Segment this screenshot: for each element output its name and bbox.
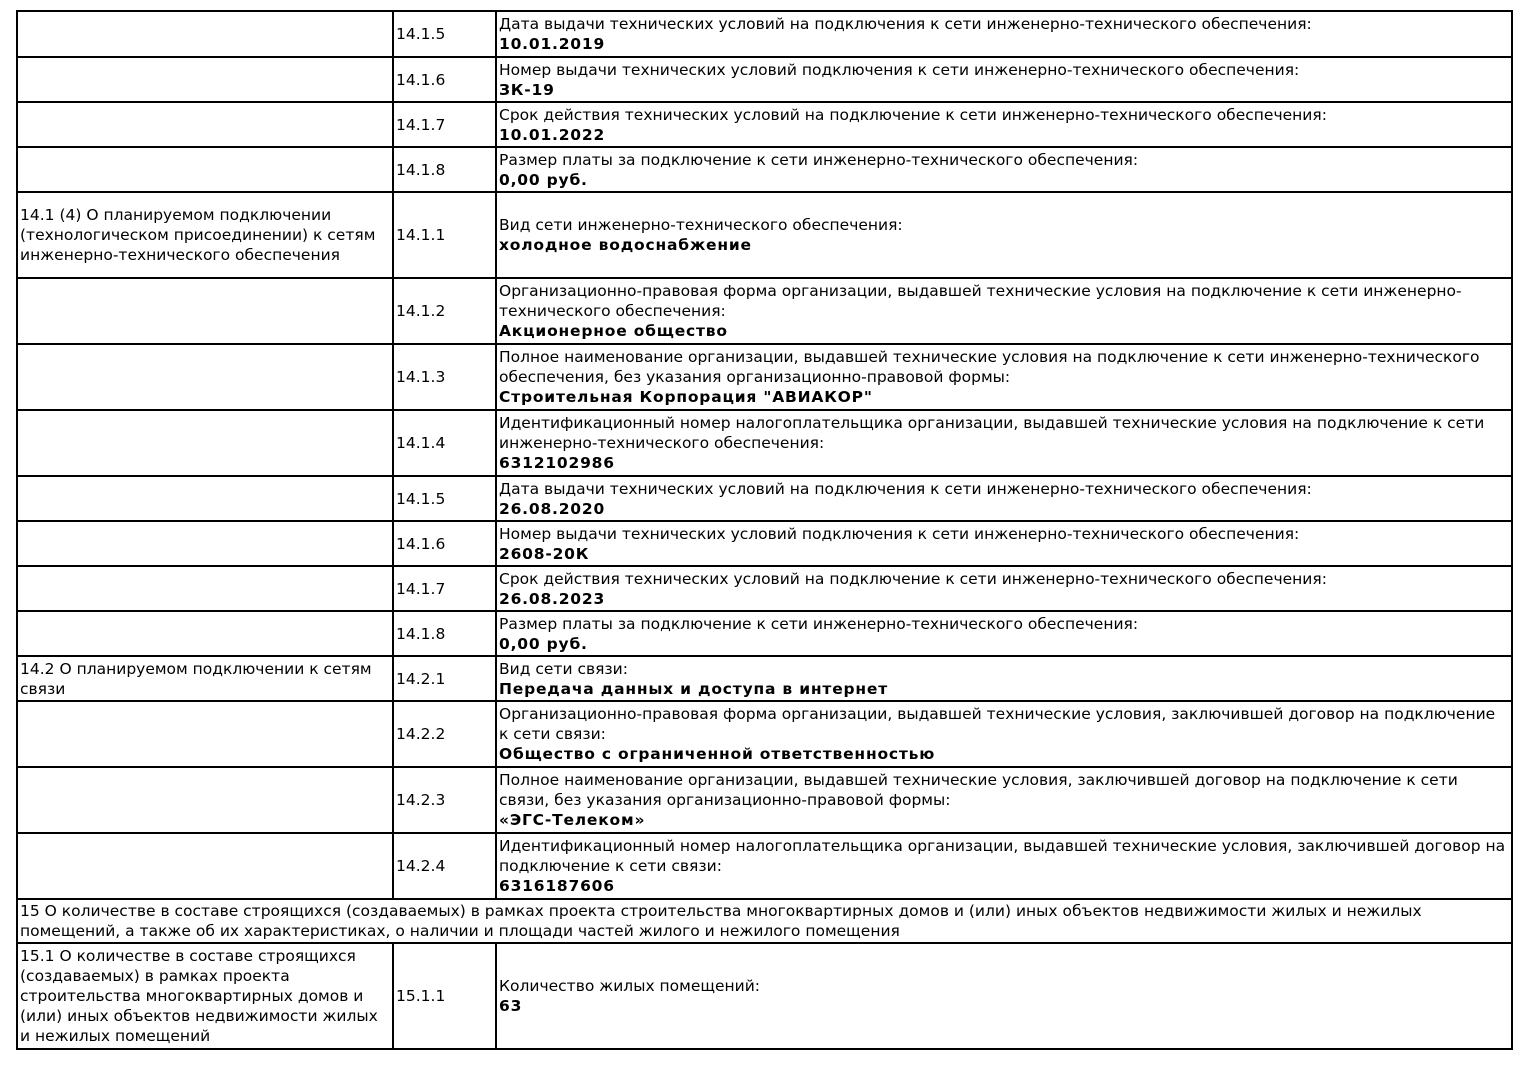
field-value: 6312102986	[499, 454, 615, 472]
field-label: Идентификационный номер налогоплательщика организации, выдавшей технические условия, заключившей договор на подключение к сети связи:	[499, 837, 1506, 875]
table-row	[17, 833, 1512, 899]
field-label: Количество жилых помещений:	[499, 977, 761, 995]
code-cell: 14.1.4	[393, 410, 496, 476]
section-cell	[17, 767, 393, 833]
section-cell	[17, 611, 393, 656]
section-heading: 15 О количестве в составе строящихся (создаваемых) в рамках проекта строительства многоквартирных домов и (или) иных объектов недвижимости жилых и нежилых помещений, а также об их характеристиках, о наличии и площади частей жилого и нежилого помещения	[17, 899, 1512, 943]
field-value: 0,00 руб.	[499, 634, 588, 653]
section-cell	[17, 476, 393, 521]
content-cell	[496, 767, 1512, 833]
field-label: Дата выдачи технических условий на подключения к сети инженерно-технического обеспечения:	[499, 15, 1312, 33]
section-heading-row	[17, 899, 1512, 943]
section-cell: 14.2 О планируемом подключении к сетям связи	[17, 656, 393, 701]
table-row	[17, 147, 1512, 192]
code-cell: 14.2.3	[393, 767, 496, 833]
field-value: «ЭГС-Телеком»	[499, 811, 646, 829]
field-label: Дата выдачи технических условий на подключения к сети инженерно-технического обеспечения:	[499, 479, 1312, 498]
content-cell	[496, 833, 1512, 899]
field-label: Организационно-правовая форма организации, выдавшей технические условия, заключившей договор на подключение к сети связи:	[499, 705, 1496, 743]
field-label: Организационно-правовая форма организации, выдавшей технические условия на подключение к сети инженерно-технического обеспечения:	[499, 282, 1462, 320]
section-cell	[17, 11, 393, 57]
field-value: Акционерное общество	[499, 322, 728, 340]
field-label: Полное наименование организации, выдавшей технические условия, заключившей договор на подключение к сети связи, без указания организационно-правовой формы:	[499, 771, 1458, 809]
code-cell: 14.1.7	[393, 566, 496, 611]
code-cell: 14.1.6	[393, 57, 496, 102]
field-label: Размер платы за подключение к сети инженерно-технического обеспечения:	[499, 614, 1139, 633]
field-label: Вид сети инженерно-технического обеспечения:	[499, 216, 903, 234]
code-cell: 14.1.5	[393, 476, 496, 521]
content-cell	[496, 192, 1512, 278]
code-cell: 14.1.8	[393, 611, 496, 656]
code-cell: 14.1.2	[393, 278, 496, 344]
field-label: Размер платы за подключение к сети инженерно-технического обеспечения:	[499, 150, 1139, 169]
table-row	[17, 11, 1512, 57]
table-row	[17, 656, 1512, 701]
content-cell	[496, 476, 1512, 521]
table-row	[17, 521, 1512, 566]
table-row	[17, 410, 1512, 476]
field-label: Номер выдачи технических условий подключения к сети инженерно-технического обеспечения:	[499, 524, 1300, 543]
field-value: холодное водоснабжение	[499, 236, 752, 254]
field-value: 6316187606	[499, 877, 615, 895]
document-table	[16, 10, 1513, 1050]
table-row	[17, 476, 1512, 521]
content-cell	[496, 102, 1512, 147]
content-cell	[496, 410, 1512, 476]
section-cell	[17, 278, 393, 344]
code-cell: 15.1.1	[393, 943, 496, 1049]
code-cell: 14.1.6	[393, 521, 496, 566]
content-cell	[496, 278, 1512, 344]
section-cell	[17, 410, 393, 476]
table-row	[17, 943, 1512, 1049]
section-cell	[17, 57, 393, 102]
table-row	[17, 701, 1512, 767]
content-cell	[496, 344, 1512, 410]
content-cell	[496, 701, 1512, 767]
section-cell	[17, 833, 393, 899]
field-label: Идентификационный номер налогоплательщика организации, выдавшей технические условия на подключение к сети инженерно-технического обеспечения:	[499, 414, 1485, 452]
table-row	[17, 767, 1512, 833]
table-body	[17, 11, 1512, 1049]
section-cell	[17, 147, 393, 192]
table-row	[17, 192, 1512, 278]
field-value: 0,00 руб.	[499, 170, 588, 189]
field-label: Срок действия технических условий на подключение к сети инженерно-технического обеспечения:	[499, 569, 1327, 588]
code-cell: 14.2.4	[393, 833, 496, 899]
table-row	[17, 102, 1512, 147]
content-cell	[496, 147, 1512, 192]
content-cell	[496, 521, 1512, 566]
code-cell: 14.2.1	[393, 656, 496, 701]
field-value: 26.08.2023	[499, 589, 606, 608]
field-value: Общество с ограниченной ответственностью	[499, 745, 936, 763]
table-row	[17, 344, 1512, 410]
field-label: Полное наименование организации, выдавшей технические условия на подключение к сети инженерно-технического обеспечения, без указания организационно-правовой формы:	[499, 348, 1480, 386]
content-cell	[496, 656, 1512, 701]
content-cell	[496, 611, 1512, 656]
section-cell	[17, 102, 393, 147]
field-label: Срок действия технических условий на подключение к сети инженерно-технического обеспечения:	[499, 105, 1327, 124]
field-value: Строительная Корпорация "АВИАКОР"	[499, 388, 873, 406]
code-cell: 14.1.3	[393, 344, 496, 410]
code-cell: 14.1.1	[393, 192, 496, 278]
field-value: 26.08.2020	[499, 499, 606, 518]
field-value: 2608-20К	[499, 544, 590, 563]
field-value: 10.01.2019	[499, 35, 606, 53]
table-row	[17, 566, 1512, 611]
field-value: Передача данных и доступа в интернет	[499, 679, 889, 698]
field-value: 63	[499, 997, 523, 1015]
content-cell	[496, 11, 1512, 57]
section-cell	[17, 344, 393, 410]
table-row	[17, 57, 1512, 102]
field-label: Вид сети связи:	[499, 659, 628, 678]
field-value: 10.01.2022	[499, 125, 606, 144]
section-cell	[17, 521, 393, 566]
section-cell: 14.1 (4) О планируемом подключении (технологическом присоединении) к сетям инженерно-технического обеспечения	[17, 192, 393, 278]
section-cell	[17, 701, 393, 767]
code-cell: 14.1.5	[393, 11, 496, 57]
table-row	[17, 278, 1512, 344]
table-row	[17, 611, 1512, 656]
content-cell	[496, 57, 1512, 102]
code-cell: 14.1.7	[393, 102, 496, 147]
content-cell	[496, 943, 1512, 1049]
field-label: Номер выдачи технических условий подключения к сети инженерно-технического обеспечения:	[499, 60, 1300, 79]
section-cell	[17, 566, 393, 611]
field-value: ЗК-19	[499, 80, 555, 99]
code-cell: 14.2.2	[393, 701, 496, 767]
code-cell: 14.1.8	[393, 147, 496, 192]
section-cell: 15.1 О количестве в составе строящихся (создаваемых) в рамках проекта строительства многоквартирных домов и (или) иных объектов недвижимости жилых и нежилых помещений	[17, 943, 393, 1049]
content-cell	[496, 566, 1512, 611]
